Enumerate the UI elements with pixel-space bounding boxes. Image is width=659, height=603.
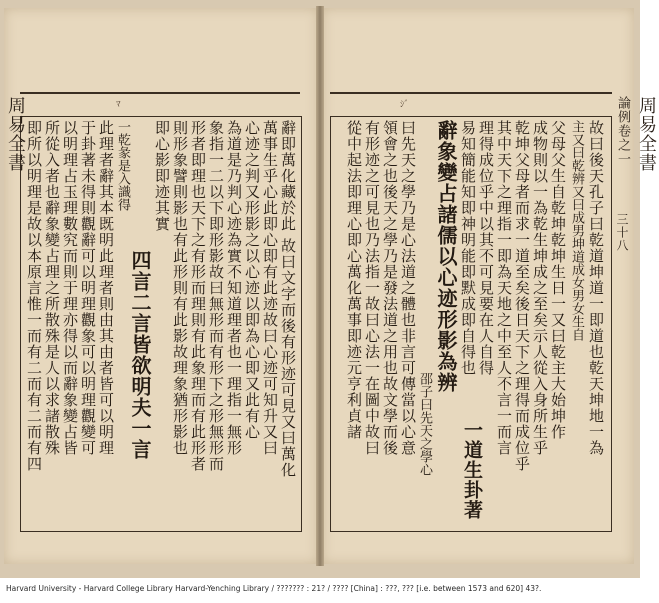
- right-column-14: 從中起法即理心即心萬化萬事即迹元亨利貞諸: [345, 120, 363, 440]
- right-band-mark: ｼﾞ: [400, 100, 410, 110]
- left-column-7: 則形象譬則影也有此形則有此影故理象猶形影也: [171, 120, 189, 456]
- right-column-13: 有形迹之可見也乃法指一故曰心法一在圖中故曰: [363, 120, 381, 456]
- right-book-title: 周易全書: [636, 96, 657, 172]
- left-column-4: 為道是乃判心迹為實不知道理者也一理指一無形: [225, 120, 243, 456]
- right-column-11: 曰先天之學乃是心法道之體也非言可傳當以心意: [399, 120, 417, 456]
- right-running-title: 論例卷之一: [615, 96, 630, 166]
- right-column-1: 故曰後天孔子曰乾道坤道一即道也乾天坤地一為: [587, 120, 605, 456]
- left-column-13: 以明理占玉理數究而則于理亦得以而辭象變占皆: [61, 120, 79, 456]
- left-heading-column: 四言二言皆欲明夫一言: [128, 250, 152, 460]
- left-column-12: 于卦著未得則觀辭可以明理觀象可以明理觀變可: [79, 120, 97, 456]
- left-column-8: 即心影即迹其實: [153, 120, 171, 232]
- right-column-3: 父母父生自乾坤乾坤生日一又曰乾主大始坤作: [549, 120, 567, 440]
- right-column-2: 主又曰乾辨又曰成男坤道成女男女生自: [569, 120, 584, 341]
- right-edge-title: [612, 96, 659, 252]
- left-edge-title: 周易全書: [5, 96, 26, 172]
- right-column-10: 邵子曰先天之學心: [417, 372, 432, 476]
- left-column-6: 形者即理也天下之有形而理則有此象理而有此形者: [189, 120, 207, 472]
- book-gutter: [316, 6, 324, 566]
- right-leaf-number: 三十八: [615, 212, 629, 252]
- left-header-band: [20, 92, 300, 117]
- left-column-5: 象指一二以下即形影故曰無形而有形下之形無形而: [207, 120, 225, 472]
- left-column-11: 此理者辭其本既明此理者則由其由者皆可以明理: [97, 120, 115, 456]
- right-column-5: 乾坤父母者而求一道至矣後日天下之理得而成位乎: [513, 120, 531, 472]
- left-column-14: 所從入者也辭象變占理之所散殊是人以求諸散殊: [43, 120, 61, 456]
- right-heading-column: 辭象變占諸儒以心迹形影為辨: [434, 120, 458, 393]
- library-credit-footer: Harvard University - Harvard College Library Harvard-Yenching Library / ??????? : 21? / ???? [China] : ???, ??? [i.e. between 1573 and 620] 43?.: [6, 584, 542, 593]
- right-column-6: 其中天下之理指一即為天地之中至人不言一而言: [495, 120, 513, 456]
- left-column-2: 萬事生乎心此即心即有此迹故曰心迹可知升又曰: [261, 120, 279, 456]
- right-header-band: [330, 92, 612, 117]
- left-column-15: 即所以明理是故以本原言惟一而有二而有二而有四: [25, 120, 43, 472]
- right-column-8: 易知簡能知即神明能即默成即自得也: [459, 120, 477, 376]
- right-column-4: 成物則以一為乾生坤成之至矣示人從入身所生乎: [531, 120, 549, 456]
- left-column-3: 心迹之判又形影之以心迹以即為心即又此有心: [243, 120, 261, 440]
- right-bottom-heading: 一道生卦著: [461, 420, 483, 520]
- left-column-10: 一乾彖是入識得: [115, 120, 130, 211]
- left-column-1: 辭即萬化藏於此 故曰文字而後有形迹可見又曰萬化: [279, 120, 297, 478]
- right-column-12: 領會之也後天之學乃是發法道之用也故文學而後: [381, 120, 399, 456]
- left-band-mark: ﾏ: [116, 100, 121, 110]
- right-column-7: 理得成位乎中以其不可見要在人自得: [477, 120, 495, 376]
